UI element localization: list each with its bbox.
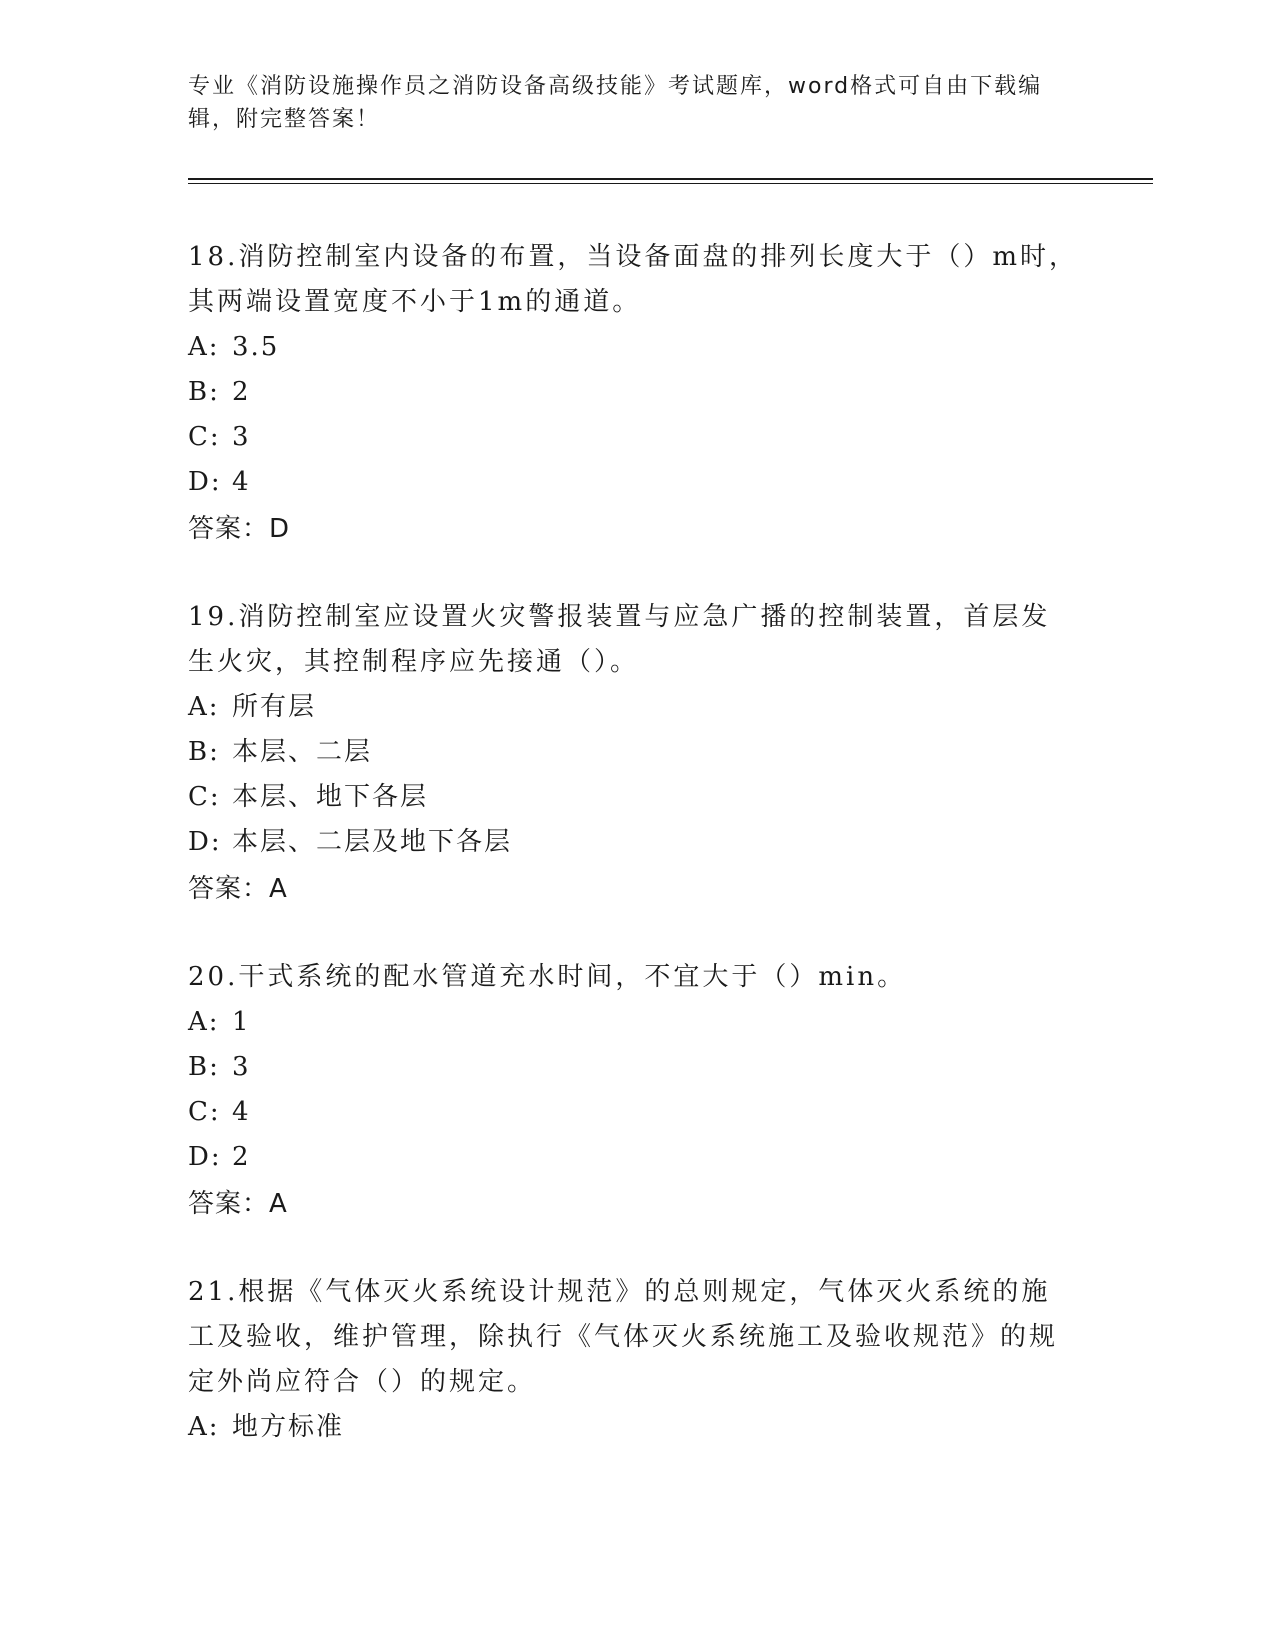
- option-b: [188, 730, 1088, 775]
- option-text: 3: [232, 1052, 251, 1082]
- option-letter: D:: [188, 1142, 222, 1172]
- option-letter: C:: [188, 782, 221, 812]
- answer-line: 答案：A: [188, 1189, 288, 1219]
- option-text: 3.5: [232, 332, 280, 362]
- option-letter: A:: [188, 332, 220, 362]
- option-letter: A:: [188, 1007, 220, 1037]
- option-letter: D:: [188, 467, 222, 497]
- option-letter: A:: [188, 1412, 220, 1442]
- question-19: [188, 595, 1088, 913]
- option-letter: B:: [188, 737, 220, 767]
- question-stem: 20.干式系统的配水管道充水时间，不宜大于（）min。: [188, 962, 907, 992]
- option-a: [188, 685, 1088, 730]
- option-text: 4: [232, 1097, 251, 1127]
- question-stem: 21.根据《气体灭火系统设计规范》的总则规定，气体灭火系统的施工及验收，维护管理，除执行《气体灭火系统施工及验收规范》的规定外尚应符合（）的规定。: [188, 1277, 1059, 1397]
- option-text: 1: [232, 1007, 251, 1037]
- option-text: 本层、二层及地下各层: [232, 827, 513, 857]
- option-text: 所有层: [232, 692, 317, 722]
- option-text: 本层、地下各层: [232, 782, 429, 812]
- option-text: 地方标准: [232, 1412, 345, 1442]
- answer-line: 答案：D: [188, 514, 291, 544]
- option-letter: B:: [188, 1052, 220, 1082]
- header-divider-thin: [188, 183, 1153, 184]
- option-text: 2: [232, 1142, 251, 1172]
- option-letter: C:: [188, 422, 221, 452]
- option-a: [188, 325, 1088, 370]
- question-stem: 18.消防控制室内设备的布置，当设备面盘的排列长度大于（）m时，其两端设置宽度不小于1m的通道。: [188, 242, 1079, 317]
- option-d: [188, 820, 1088, 865]
- question-18: [188, 235, 1088, 553]
- question-21: [188, 1270, 1088, 1450]
- question-list: [188, 235, 1088, 1492]
- option-letter: C:: [188, 1097, 221, 1127]
- option-letter: A:: [188, 692, 220, 722]
- option-d: [188, 1135, 1088, 1180]
- option-d: [188, 460, 1088, 505]
- question-20: [188, 955, 1088, 1228]
- option-letter: B:: [188, 377, 220, 407]
- option-letter: D:: [188, 827, 222, 857]
- option-c: [188, 415, 1088, 460]
- option-text: 3: [232, 422, 251, 452]
- page-header: 专业《消防设施操作员之消防设备高级技能》考试题库，word格式可自由下载编辑，附完整答案！: [188, 74, 1043, 132]
- option-a: [188, 1405, 1088, 1450]
- answer-line: 答案：A: [188, 874, 288, 904]
- option-a: [188, 1000, 1088, 1045]
- header-divider: [188, 178, 1153, 180]
- option-text: 2: [232, 377, 251, 407]
- option-b: [188, 370, 1088, 415]
- option-text: 本层、二层: [232, 737, 373, 767]
- option-c: [188, 1090, 1088, 1135]
- option-text: 4: [232, 467, 251, 497]
- option-c: [188, 775, 1088, 820]
- question-stem: 19.消防控制室应设置火灾警报装置与应急广播的控制装置，首层发生火灾，其控制程序应先接通（）。: [188, 602, 1051, 677]
- option-b: [188, 1045, 1088, 1090]
